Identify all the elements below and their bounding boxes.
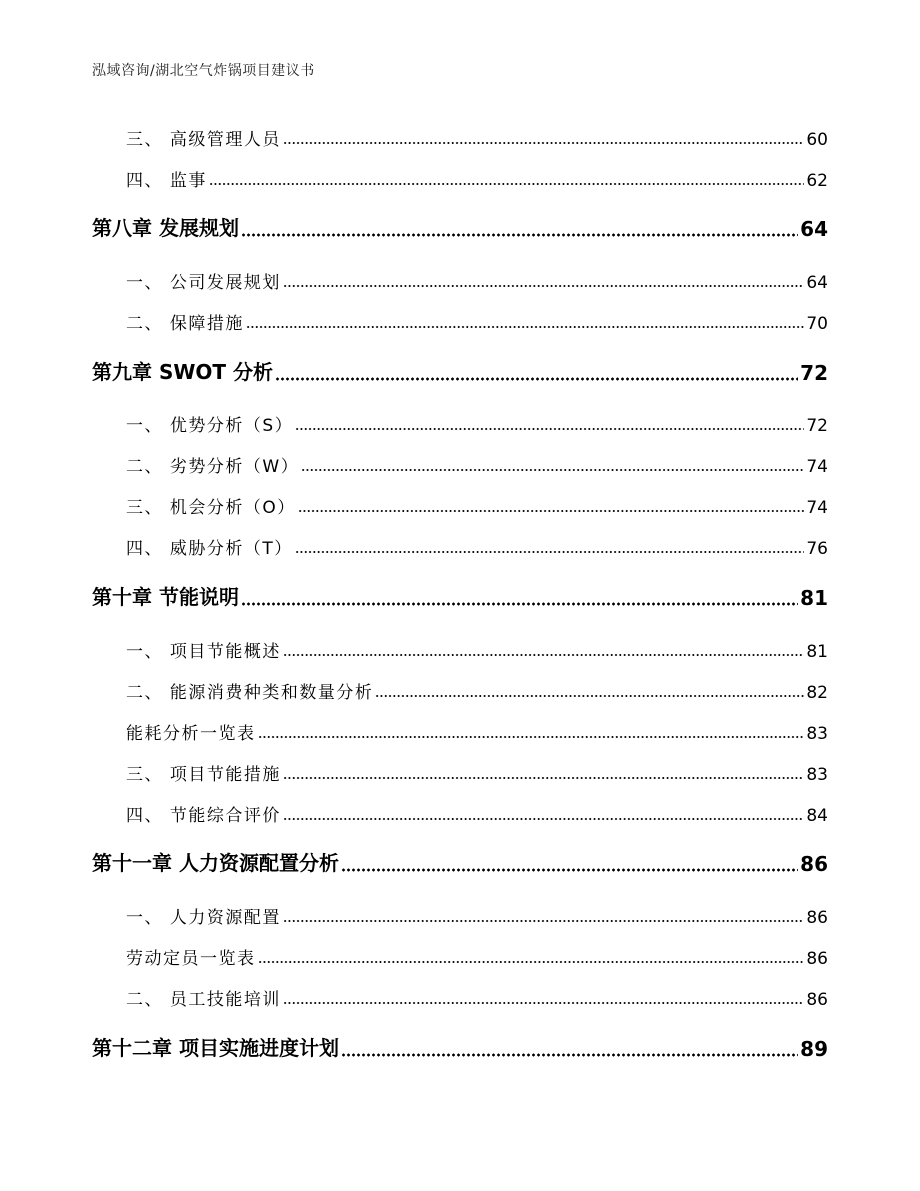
dot-leader <box>283 919 804 923</box>
toc-entry-title: 四、 威胁分析（T） <box>126 539 293 559</box>
toc-entry[interactable] <box>126 488 828 518</box>
toc-entry[interactable] <box>126 980 828 1010</box>
toc-entry-title: 一、 项目节能概述 <box>126 642 281 662</box>
dot-leader <box>258 960 805 964</box>
toc-entry[interactable] <box>126 673 828 703</box>
toc-chapter[interactable] <box>92 355 828 385</box>
toc-entry[interactable] <box>126 796 828 826</box>
dot-leader <box>283 817 804 821</box>
running-header: 泓域咨询/湖北空气炸锅项目建议书 <box>92 63 315 79</box>
dot-leader <box>241 233 798 237</box>
dot-leader <box>295 550 805 554</box>
dot-leader <box>275 377 798 381</box>
toc-entry-title: 四、 节能综合评价 <box>126 806 281 826</box>
toc-entry-page: 60 <box>806 130 828 150</box>
toc-entry-title: 三、 项目节能措施 <box>126 765 281 785</box>
toc-chapter-page: 81 <box>800 586 828 610</box>
toc-entry-title: 二、 劣势分析（W） <box>126 457 300 477</box>
toc-entry-page: 83 <box>806 765 828 785</box>
toc-entry[interactable] <box>126 406 828 436</box>
toc-entry[interactable] <box>126 120 828 150</box>
toc-entry-page: 81 <box>806 642 828 662</box>
toc-chapter-title: 第十二章 项目实施进度计划 <box>92 1036 339 1060</box>
toc-entry-title: 一、 人力资源配置 <box>126 908 281 928</box>
dot-leader <box>283 1001 804 1005</box>
toc-entry-title: 劳动定员一览表 <box>126 949 256 969</box>
toc-chapter-page: 72 <box>800 361 828 385</box>
toc-entry-title: 一、 优势分析（S） <box>126 416 294 436</box>
dot-leader <box>283 776 804 780</box>
toc-chapter-title: 第十章 节能说明 <box>92 585 239 609</box>
toc-entry-page: 86 <box>806 908 828 928</box>
toc-entry[interactable] <box>126 898 828 928</box>
toc-entry-title: 二、 能源消费种类和数量分析 <box>126 683 374 703</box>
dot-leader <box>341 868 798 872</box>
toc-chapter-title: 第八章 发展规划 <box>92 216 239 240</box>
toc-entry-page: 74 <box>806 498 828 518</box>
toc-entry-page: 72 <box>806 416 828 436</box>
toc-entry-title: 能耗分析一览表 <box>126 724 256 744</box>
toc-chapter[interactable] <box>92 211 828 241</box>
toc-chapter-page: 86 <box>800 852 828 876</box>
toc-entry-title: 一、 公司发展规划 <box>126 273 281 293</box>
dot-leader <box>375 694 804 698</box>
toc-entry-title: 二、 员工技能培训 <box>126 990 281 1010</box>
dot-leader <box>241 602 798 606</box>
toc-entry-page: 62 <box>806 171 828 191</box>
dot-leader <box>246 325 804 329</box>
toc-entry[interactable] <box>126 304 828 334</box>
toc-chapter-page: 64 <box>800 217 828 241</box>
toc-entry[interactable] <box>126 447 828 477</box>
toc-chapter[interactable] <box>92 846 828 876</box>
toc-entry[interactable] <box>126 939 828 969</box>
dot-leader <box>258 735 805 739</box>
toc-entry-title: 三、 机会分析（O） <box>126 498 296 518</box>
toc-chapter-page: 89 <box>800 1037 828 1061</box>
toc-entry-page: 64 <box>806 273 828 293</box>
dot-leader <box>283 284 804 288</box>
dot-leader <box>341 1053 798 1057</box>
toc-entry[interactable] <box>126 161 828 191</box>
toc-entry-page: 70 <box>806 314 828 334</box>
toc-entry[interactable] <box>126 755 828 785</box>
toc-entry-page: 83 <box>806 724 828 744</box>
dot-leader <box>283 141 804 145</box>
toc-entry-page: 84 <box>806 806 828 826</box>
dot-leader <box>295 427 804 431</box>
toc-entry[interactable] <box>126 632 828 662</box>
toc-entry-page: 76 <box>806 539 828 559</box>
toc-chapter[interactable] <box>92 580 828 610</box>
toc-entry-title: 三、 高级管理人员 <box>126 130 281 150</box>
toc-entry[interactable] <box>126 529 828 559</box>
toc-entry-title: 四、 监事 <box>126 171 207 191</box>
toc-entry[interactable] <box>126 263 828 293</box>
toc-entry-title: 二、 保障措施 <box>126 314 244 334</box>
toc-chapter-title: 第十一章 人力资源配置分析 <box>92 851 339 875</box>
dot-leader <box>209 182 804 186</box>
dot-leader <box>283 653 804 657</box>
dot-leader <box>301 468 804 472</box>
toc-chapter-title: 第九章 SWOT 分析 <box>92 360 274 384</box>
toc-entry-page: 86 <box>806 949 828 969</box>
toc-entry[interactable] <box>126 714 828 744</box>
toc-entry-page: 74 <box>806 457 828 477</box>
toc-entry-page: 82 <box>806 683 828 703</box>
toc-entry-page: 86 <box>806 990 828 1010</box>
dot-leader <box>298 509 805 513</box>
toc-chapter[interactable] <box>92 1031 828 1061</box>
